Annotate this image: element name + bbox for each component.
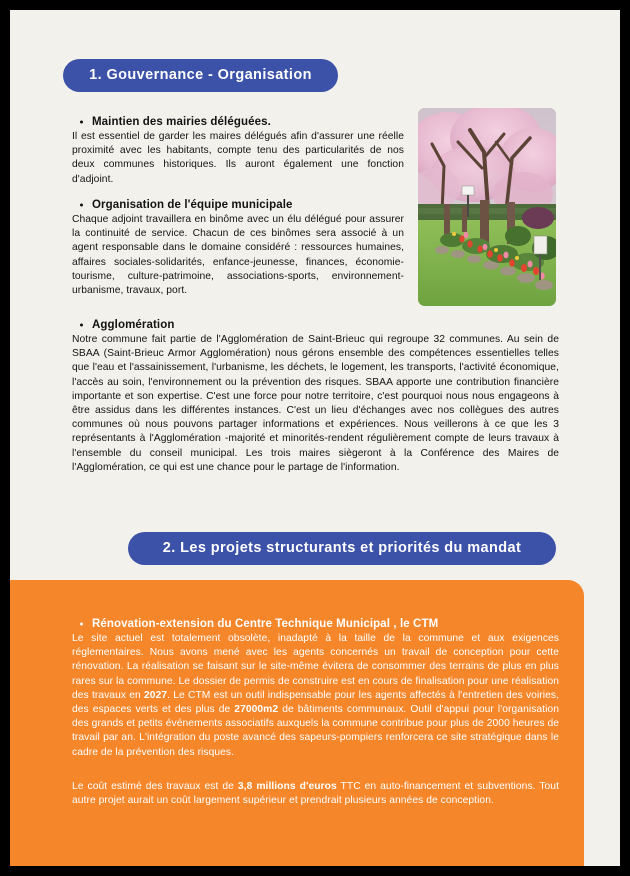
section-2-header-pill: 2. Les projets structurants et priorités du mandat <box>128 532 556 565</box>
block-agglomeration <box>72 319 559 475</box>
block-paragraph: Le coût estimé des travaux est de 3,8 millions d'euros TTC en auto-financement et subventions. Tout autre projet aurait un coût largement supérieur et prendrait plusieurs années de conception. <box>72 781 559 807</box>
block-ctm-renovation <box>72 618 559 760</box>
section-2-orange-panel <box>10 580 584 866</box>
block-heading <box>72 199 404 211</box>
bullet-icon <box>80 623 83 626</box>
heading-text: Organisation de l'équipe municipale <box>92 199 293 211</box>
block-maintien-mairies <box>72 116 404 187</box>
block-paragraph: Chaque adjoint travaillera en binôme avec un élu délégué pour assurer la continuité de service. Chacun de ces binômes sera associé à un agent responsable dans le domaine considéré : ressources humaines, affaires sociales-solidarités, enfance-jeunesse, finances, économie-tourisme, culture-patrimoine, associations-sports, environnement-urbanisme, travaux, port. <box>72 214 404 297</box>
block-paragraph: Il est essentiel de garder les maires délégués afin d'assurer une réelle proximité avec les habitants, compte tenu des particularités de nos deux communes historiques. Ils auront également une fonction d'adjoint. <box>72 131 404 185</box>
heading-text: Rénovation-extension du Centre Technique Municipal , le CTM <box>92 618 439 630</box>
block-organisation-equipe <box>72 199 404 298</box>
heading-text: Agglomération <box>92 319 175 331</box>
block-heading <box>72 618 559 630</box>
document-page <box>10 10 620 866</box>
block-heading <box>72 319 559 331</box>
block-paragraph: Notre commune fait partie de l'Agglomération de Saint-Brieuc qui regroupe 32 communes. Au sein de SBAA (Saint-Brieuc Armor Agglomération) nous gérons ensemble des compétences essentielles telles que l'eau et l'assainissement, l'urbanisme, les déchets, le logement, les transports, l'activité économique, l'accès au soin, l'environnement ou la prévention des risques. SBAA apporte une contribution financière importante et son expertise. C'est une force pour notre territoire, c'est pourquoi nous nous engageons à être assidus dans les différentes instances. C'est un lieu d'échanges avec nos collègues des autres communes où nous pouvons partager informations et expériences. Nous veillerons à ce que les 3 représentants à l'Agglomération -majorité et minorités-rendent régulièrement compte de leurs travaux à l'ensemble du conseil municipal. Les trois maires siègeront à la Conférence des Maires de l'Agglomération, ce qui est une chance pour le partage de l'information. <box>72 334 559 473</box>
bullet-icon <box>80 324 83 327</box>
block-heading <box>72 116 404 128</box>
bullet-icon <box>80 204 83 207</box>
cherry-blossom-park-photo <box>418 108 556 306</box>
heading-text: Maintien des mairies déléguées. <box>92 116 271 128</box>
section-1-header-pill: 1. Gouvernance - Organisation <box>63 59 338 92</box>
bullet-icon <box>80 121 83 124</box>
block-cout-travaux <box>72 780 559 808</box>
block-paragraph: Le site actuel est totalement obsolète, inadapté à la taille de la commune et aux exigences réglementaires. Nous avons mené avec les agents concernés un travail de conception pour cette rénovation. La réalisation se faisant sur le site-même évitera de consommer des terrains de plus en plus rares sur la commune. Le dossier de permis de construire est en cours de finalisation pour une réalisation des travaux en 2027. Le CTM est un outil indispensable pour les agents affectés à l'entretien des voiries, des espaces verts et des plus de 27000m2 de bâtiments communaux. Outil d'appui pour l'organisation des grands et petits événements associatifs auxquels la commune contribue pour plus de 2000 heures de travail par an. L'intégration du poste avancé des sapeurs-pompiers renforcera ce site stratégique dans le cadre de la prévention des risques. <box>72 633 560 758</box>
